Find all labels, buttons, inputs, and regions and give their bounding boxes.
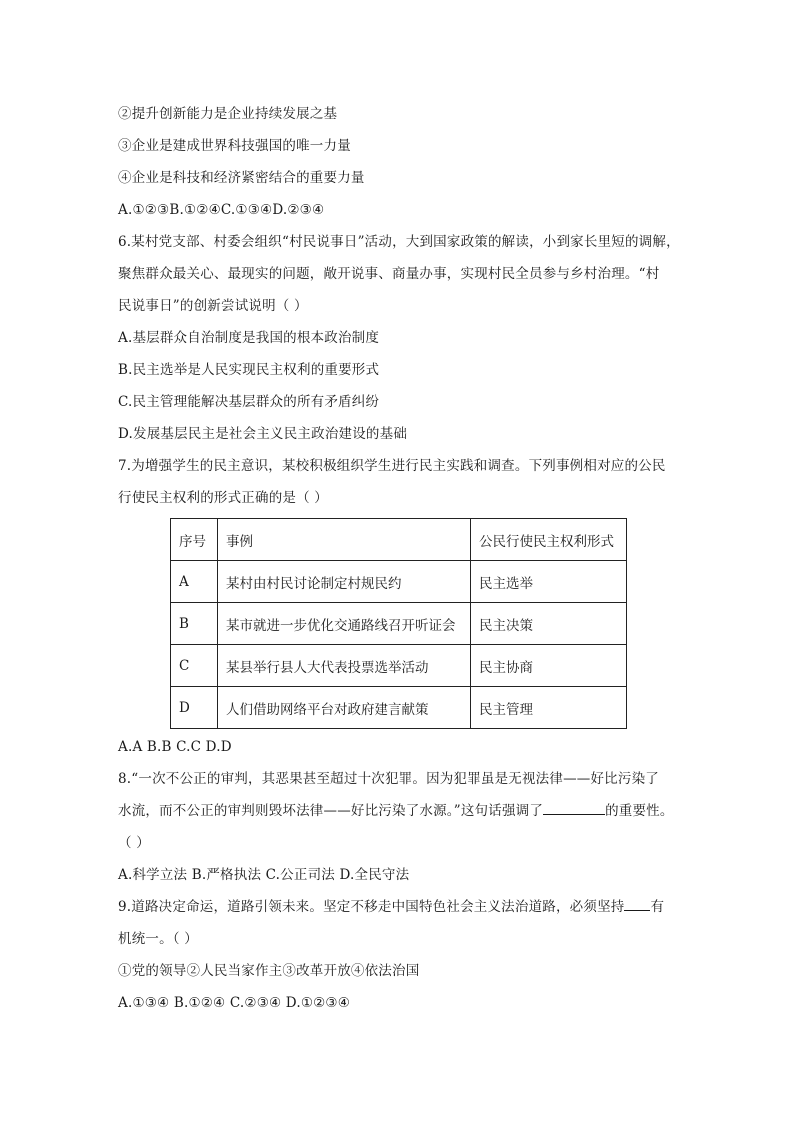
q9-stem-line-2: 机统一。（ ） — [118, 931, 198, 947]
q6-option-b: B.民主选举是人民实现民主权利的重要形式 — [118, 362, 380, 378]
table-header-cell: 公民行使民主权利形式 — [471, 519, 627, 561]
q7-table — [170, 518, 627, 729]
table-row — [171, 603, 627, 645]
q5-option-4: ④企业是科技和经济紧密结合的重要力量 — [118, 170, 365, 186]
table-cell: A — [171, 561, 218, 603]
q6-stem-line-1: 6.某村党支部、村委会组织“村民说事日”活动，大到国家政策的解读，小到家长里短的调解， — [118, 234, 680, 250]
q9-stem-line-1 — [118, 891, 688, 923]
table-cell: B — [171, 603, 218, 645]
q9-choices: A.①③④ B.①②④ C.②③④ D.①②③④ — [118, 995, 351, 1011]
table-cell: 民主决策 — [471, 603, 627, 645]
q8-choices: A.科学立法 B.严格执法 C.公正司法 D.全民守法 — [118, 867, 410, 883]
q5-option-2: ②提升创新能力是企业持续发展之基 — [118, 106, 338, 122]
q6-stem-line-3: 民说事日”的创新尝试说明（ ） — [118, 298, 308, 314]
table-row — [171, 561, 627, 603]
table-cell: C — [171, 645, 218, 687]
answer-blank[interactable] — [624, 896, 650, 911]
q6-option-d: D.发展基层民主是社会主义民主政治建设的基础 — [118, 426, 408, 442]
q8-stem-line-2 — [118, 795, 688, 827]
q9-options: ①党的领导②人民当家作主③改革开放④依法治国 — [118, 963, 420, 979]
table-row — [171, 645, 627, 687]
q9-stem-line-1-before-blank: 9.道路决定命运，道路引领未来。坚定不移走中国特色社会主义法治道路，必须坚持 — [118, 899, 625, 915]
table-cell: 某市就进一步优化交通路线召开听证会 — [218, 603, 471, 645]
q7-stem-line-2: 行使民主权利的形式正确的是（ ） — [118, 490, 328, 506]
table-cell: 民主选举 — [471, 561, 627, 603]
q8-answer-paren: （ ） — [118, 835, 150, 851]
q6-option-c: C.民主管理能解决基层群众的所有矛盾纠纷 — [118, 394, 380, 410]
q8-stem-line-2-before-blank: 水流，而不公正的审判则毁坏法律——好比污染了水源。”这句话强调了 — [118, 803, 544, 819]
table-cell: 民主管理 — [471, 687, 627, 729]
q8-stem-line-2-after-blank: 的重要性。 — [605, 803, 674, 819]
q6-stem-line-2: 聚焦群众最关心、最现实的问题，敞开说事、商量办事，实现村民全员参与乡村治理。“村 — [118, 266, 660, 282]
q5-option-3: ③企业是建成世界科技强国的唯一力量 — [118, 138, 351, 154]
q6-option-a: A.基层群众自治制度是我国的根本政治制度 — [118, 330, 380, 346]
q8-stem-line-1: 8.“一次不公正的审判，其恶果甚至超过十次犯罪。因为犯罪虽是无视法律——好比污染了 — [118, 771, 659, 787]
table-cell: 民主协商 — [471, 645, 627, 687]
document-page — [118, 98, 688, 1019]
table-header-row — [171, 519, 627, 561]
q7-table-wrapper — [170, 518, 688, 729]
q7-choices: A.A B.B C.C D.D — [118, 739, 232, 755]
table-cell: D — [171, 687, 218, 729]
answer-blank[interactable] — [543, 800, 605, 815]
table-header-cell: 事例 — [218, 519, 471, 561]
table-cell: 某村由村民讨论制定村规民约 — [218, 561, 471, 603]
q9-stem-line-1-after-blank: 有 — [650, 899, 665, 915]
table-row — [171, 687, 627, 729]
table-cell: 人们借助网络平台对政府建言献策 — [218, 687, 471, 729]
q7-stem-line-1: 7.为增强学生的民主意识，某校积极组织学生进行民主实践和调查。下列事例相对应的公民 — [118, 458, 666, 474]
table-header-cell: 序号 — [171, 519, 218, 561]
table-cell: 某县举行县人大代表投票选举活动 — [218, 645, 471, 687]
q5-choices: A.①②③B.①②④C.①③④D.②③④ — [118, 202, 325, 218]
